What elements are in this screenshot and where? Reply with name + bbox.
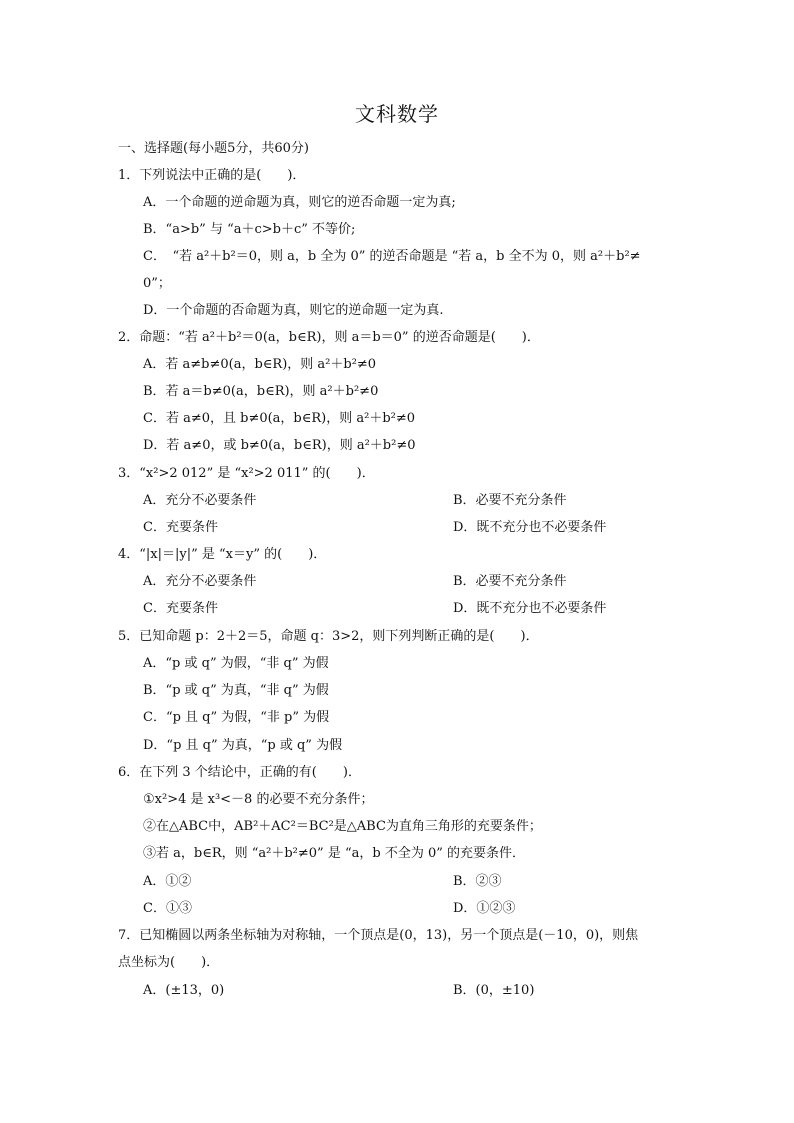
question-6-stem: 6．在下列 3 个结论中，正确的有( )．: [118, 765, 361, 780]
question-3-stem: 3．“x²>2 012” 是 “x²>2 011” 的( )．: [118, 466, 375, 481]
question-4-option-a: A．充分不必要条件: [143, 574, 257, 589]
question-4-stem: 4．“|x|＝|y|” 是 “x＝y” 的( )．: [118, 547, 327, 562]
question-7-stem-line2: 点坐标为( )．: [118, 955, 220, 970]
section-heading: 一、选择题(每小题5分，共60分): [118, 141, 309, 156]
question-6-statement-1: ①x²>4 是 x³<－8 的必要不充分条件；: [143, 792, 374, 807]
question-2-option-a: A．若 a≠b≠0(a，b∈R)，则 a²＋b²≠0: [143, 357, 377, 372]
question-6-option-d: D．①②③: [453, 901, 516, 916]
question-5-stem: 5．已知命题 p：2＋2＝5，命题 q：3>2，则下列判断正确的是( )．: [118, 629, 539, 644]
question-6-statement-3: ③若 a，b∈R，则 “a²＋b²≠0” 是 “a，b 不全为 0” 的充要条件．: [143, 846, 525, 861]
question-6-option-a: A．①②: [143, 874, 192, 889]
question-6-option-b: B．②③: [453, 874, 502, 889]
question-1-option-c-line2: 0”；: [143, 276, 171, 291]
question-1-stem: 1．下列说法中正确的是( )．: [118, 168, 306, 183]
question-1-option-d: D．一个命题的否命题为真，则它的逆命题一定为真.: [143, 303, 444, 318]
question-3-option-d: D．既不充分也不必要条件: [453, 520, 607, 535]
question-3-option-c: C．充要条件: [143, 520, 218, 535]
question-2-option-b: B．若 a＝b≠0(a，b∈R)，则 a²＋b²≠0: [143, 384, 379, 399]
question-2-stem: 2．命题：“若 a²＋b²＝0(a，b∈R)，则 a＝b＝0” 的逆否命题是( )．: [118, 330, 540, 345]
question-3-option-a: A．充分不必要条件: [143, 493, 257, 508]
question-5-option-d: D．“p 且 q” 为真，“p 或 q” 为假: [143, 738, 343, 753]
question-6-statement-2: ②在△ABC中，AB²＋AC²＝BC²是△ABC为直角三角形的充要条件；: [143, 819, 542, 834]
document-title: 文科数学: [355, 102, 439, 126]
question-7-option-a: A．(±13，0): [143, 983, 225, 998]
question-2-option-c: C．若 a≠0，且 b≠0(a，b∈R)，则 a²＋b²≠0: [143, 411, 416, 426]
question-3-option-b: B．必要不充分条件: [453, 493, 567, 508]
question-1-option-a: A．一个命题的逆命题为真，则它的逆否命题一定为真;: [143, 195, 456, 210]
question-5-option-c: C．“p 且 q” 为假，“非 p” 为假: [143, 710, 330, 725]
question-5-option-a: A．“p 或 q” 为假，“非 q” 为假: [143, 656, 329, 671]
question-4-option-b: B．必要不充分条件: [453, 574, 567, 589]
question-4-option-d: D．既不充分也不必要条件: [453, 601, 607, 616]
question-7-stem-line1: 7．已知椭圆以两条坐标轴为对称轴，一个顶点是(0，13)，另一个顶点是(－10，0)，则焦: [118, 928, 639, 943]
question-5-option-b: B．“p 或 q” 为真，“非 q” 为假: [143, 683, 329, 698]
question-1-option-c-line1: C． “若 a²＋b²＝0，则 a，b 全为 0” 的逆否命题是 “若 a，b 全不为 0，则 a²＋b²≠: [143, 249, 641, 264]
question-2-option-d: D．若 a≠0，或 b≠0(a，b∈R)，则 a²＋b²≠0: [143, 438, 416, 453]
question-6-option-c: C．①③: [143, 901, 192, 916]
question-1-option-b: B．“a>b” 与 “a＋c>b＋c” 不等价;: [143, 222, 356, 237]
question-7-option-b: B．(0，±10): [453, 983, 535, 998]
question-4-option-c: C．充要条件: [143, 601, 218, 616]
